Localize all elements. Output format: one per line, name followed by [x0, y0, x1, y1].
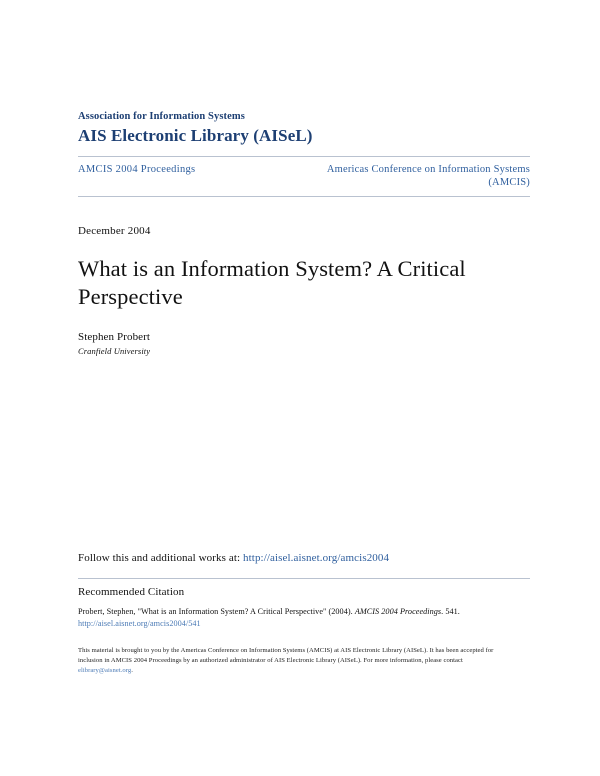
masthead: [78, 110, 530, 146]
organization-name: Association for Information Systems: [78, 111, 245, 122]
citation-divider: [78, 578, 530, 579]
conference-label: [327, 163, 530, 189]
proceedings-label: AMCIS 2004 Proceedings: [78, 164, 196, 175]
recommended-citation-block: [78, 578, 530, 676]
page-title: What is an Information System? A Critical Perspective: [78, 256, 466, 309]
citation-heading: Recommended Citation: [78, 586, 185, 598]
contact-email-link[interactable]: elibrary@aisnet.org: [78, 667, 132, 674]
citation-text-after: . 541.: [441, 607, 460, 616]
follow-works-link[interactable]: http://aisel.aisnet.org/amcis2004: [243, 552, 390, 564]
author-affiliation: Cranfield University: [78, 346, 151, 356]
citation-source-title: AMCIS 2004 Proceedings: [354, 607, 442, 616]
library-title: AIS Electronic Library (AISeL): [78, 126, 313, 145]
conference-label-line1: Americas Conference on Information Systems: [326, 164, 530, 175]
series-bar: [78, 156, 530, 197]
citation-text: [78, 606, 530, 617]
rights-period: .: [131, 667, 133, 674]
publication-date: December 2004: [78, 225, 151, 237]
rights-line1: This material is brought to you by the Americas Conference on Information Systems (AMCIS) at AIS Electronic Library (AISeL). It has been accepted: [78, 647, 484, 654]
rights-statement: [78, 646, 508, 676]
author-name: Stephen Probert: [78, 331, 151, 343]
follow-label: Follow this and additional works at:: [78, 552, 241, 564]
citation-permalink[interactable]: http://aisel.aisnet.org/amcis2004/541: [78, 619, 201, 628]
rights-line2: for inclusion in AMCIS 2004 Proceedings by an authorized administrator of AIS Electronic Library (AISeL). For more information, please contact: [78, 647, 494, 664]
follow-works-line: [78, 552, 530, 564]
conference-label-line2: (AMCIS): [488, 177, 530, 188]
citation-text-before: Probert, Stephen, "What is an Information System? A Critical Perspective" (2004).: [78, 607, 355, 616]
page-content: [78, 0, 530, 356]
